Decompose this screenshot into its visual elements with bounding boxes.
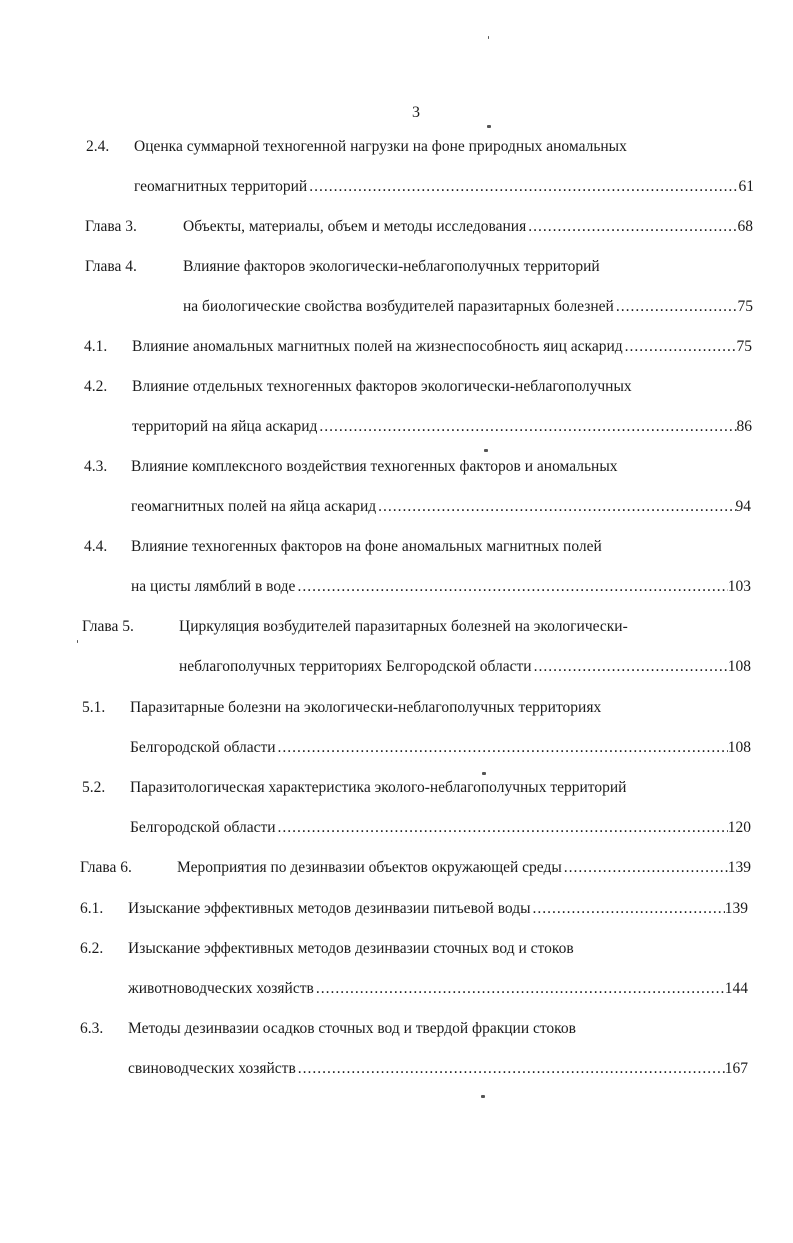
toc-entry-title-cont: неблагополучных территориях Белгородской области: [179, 658, 532, 675]
toc-entry-6-1: [80, 898, 748, 920]
toc-entry-title: Мероприятия по дезинвазии объектов окружающей среды: [177, 859, 562, 876]
toc-page-number: 75: [736, 338, 752, 355]
toc-entry-title-cont: животноводческих хозяйств: [128, 980, 314, 997]
toc-entry-2-4: [86, 136, 766, 158]
toc-page-number: 108: [727, 658, 751, 675]
toc-entry-4-4-cont: [131, 576, 751, 598]
toc-entry-5-2: [82, 777, 752, 799]
toc-page-number: 144: [724, 980, 748, 997]
toc-entry-4-1: [84, 336, 754, 358]
toc-entry-title-cont: геомагнитных полей на яйца аскарид: [131, 498, 377, 515]
toc-entry-4-3: [84, 456, 754, 478]
toc-entry-title-cont: геомагнитных территорий: [134, 178, 308, 195]
toc-entry-2-4-cont: [134, 176, 754, 198]
scan-speck: [488, 36, 489, 39]
toc-entry-number: 4.2.: [84, 378, 108, 395]
toc-entry-number: Глава 6.: [80, 859, 132, 876]
toc-entry-number: 4.4.: [84, 538, 108, 555]
toc-entry-title: Влияние аномальных магнитных полей на жизнеспособность яиц аскарид: [132, 338, 623, 355]
toc-entry-6-3: [80, 1018, 748, 1040]
toc-page-number: 120: [727, 819, 751, 836]
toc-page-number: 167: [724, 1060, 748, 1077]
toc-page-number: 75: [737, 298, 753, 315]
toc-page-number: 103: [727, 578, 751, 595]
toc-leader-dots: [616, 296, 738, 318]
toc-entry-title-cont: на биологические свойства возбудителей паразитарных болезней: [183, 298, 614, 315]
toc-entry-title: Циркуляция возбудителей паразитарных болезней на экологически-: [179, 618, 628, 635]
toc-entry-number: 2.4.: [86, 138, 110, 155]
toc-entry-number: 6.2.: [80, 940, 104, 957]
toc-leader-dots: [564, 857, 728, 879]
toc-entry-title: Влияние техногенных факторов на фоне аномальных магнитных полей: [131, 538, 602, 555]
toc-entry-number: 6.3.: [80, 1020, 104, 1037]
toc-entry-number: Глава 3.: [85, 218, 137, 235]
toc-entry-title: Влияние факторов экологически-неблагополучных территорий: [183, 258, 600, 275]
toc-entry-5-1-cont: [130, 737, 751, 759]
toc-entry-title: Влияние отдельных техногенных факторов экологически-неблагополучных: [132, 378, 632, 395]
toc-entry-title-cont: свиноводческих хозяйств: [128, 1060, 296, 1077]
toc-leader-dots: [298, 1058, 725, 1080]
toc-entry-6-3-cont: [128, 1058, 748, 1080]
toc-leader-dots: [378, 496, 735, 518]
toc-leader-dots: [297, 576, 727, 598]
toc-entry-title: Методы дезинвазии осадков сточных вод и твердой фракции стоков: [128, 1020, 576, 1037]
toc-leader-dots: [534, 656, 728, 678]
toc-leader-dots: [319, 416, 736, 438]
scan-speck: [481, 1095, 485, 1098]
toc-leader-dots: [278, 737, 728, 759]
toc-entry-title: Оценка суммарной техногенной нагрузки на фоне природных аномальных: [134, 138, 627, 155]
toc-entry-title-cont: территорий на яйца аскарид: [132, 418, 318, 435]
toc-entry-chapter-6: [80, 857, 751, 879]
toc-entry-6-2: [80, 938, 748, 960]
scan-speck: [484, 449, 488, 452]
toc-entry-number: Глава 4.: [85, 258, 137, 275]
toc-entry-chapter-5-cont: [179, 656, 751, 678]
toc-entry-title: Паразитарные болезни на экологически-неблагополучных территориях: [130, 699, 602, 716]
toc-page-number: 139: [724, 900, 748, 917]
scan-speck: [77, 640, 78, 643]
page-number: 3: [412, 104, 420, 121]
scan-speck: [487, 125, 491, 128]
toc-page-number: 139: [727, 859, 751, 876]
toc-entry-title-cont: на цисты лямблий в воде: [131, 578, 296, 595]
toc-page-number: 68: [737, 218, 753, 235]
toc-entry-title: Изыскание эффективных методов дезинвазии сточных вод и стоков: [128, 940, 574, 957]
toc-entry-title: Объекты, материалы, объем и методы исследования: [183, 218, 527, 235]
toc-entry-5-1: [82, 697, 752, 719]
toc-entry-number: 4.3.: [84, 458, 108, 475]
toc-page-number: 108: [727, 739, 751, 756]
toc-entry-number: 4.1.: [84, 338, 108, 355]
toc-entry-6-2-cont: [128, 978, 748, 1000]
toc-entry-number: 5.1.: [82, 699, 106, 716]
toc-entry-title: Паразитологическая характеристика эколого-неблагополучных территорий: [130, 779, 627, 796]
toc-leader-dots: [278, 817, 728, 839]
toc-entry-title: Влияние комплексного воздействия техногенных факторов и аномальных: [131, 458, 618, 475]
toc-leader-dots: [316, 978, 725, 1000]
scan-speck: [482, 772, 486, 775]
toc-entry-5-2-cont: [130, 817, 751, 839]
toc-entry-number: Глава 5.: [82, 618, 134, 635]
toc-entry-4-3-cont: [131, 496, 751, 518]
toc-leader-dots: [528, 216, 737, 238]
toc-leader-dots: [309, 176, 738, 198]
toc-page-number: 86: [736, 418, 752, 435]
toc-page-number: 94: [735, 498, 751, 515]
toc-entry-chapter-4-cont: [183, 296, 753, 318]
toc-entry-4-2-cont: [132, 416, 752, 438]
toc-entry-number: 5.2.: [82, 779, 106, 796]
toc-entry-4-4: [84, 536, 754, 558]
toc-entry-4-2: [84, 376, 754, 398]
toc-entry-chapter-3: [85, 216, 755, 238]
toc-entry-title-cont: Белгородской области: [130, 739, 276, 756]
toc-entry-chapter-5: [82, 616, 752, 638]
toc-page-number: 61: [738, 178, 754, 195]
toc-entry-number: 6.1.: [80, 900, 104, 917]
toc-entry-title: Изыскание эффективных методов дезинвазии питьевой воды: [128, 900, 531, 917]
toc-entry-chapter-4: [85, 256, 755, 278]
toc-leader-dots: [533, 898, 725, 920]
toc-entry-title-cont: Белгородской области: [130, 819, 276, 836]
toc-leader-dots: [625, 336, 737, 358]
